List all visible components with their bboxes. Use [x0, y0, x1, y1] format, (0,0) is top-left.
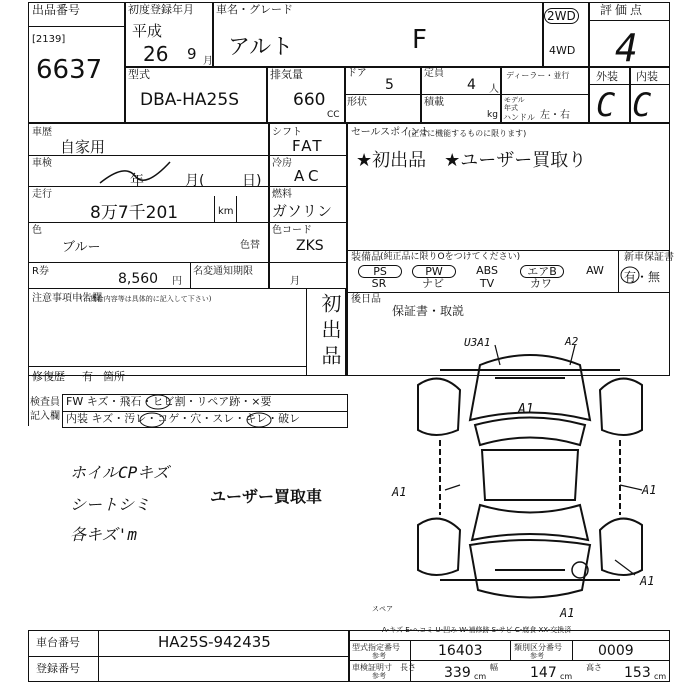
- lot-label: 出品番号: [32, 3, 81, 17]
- divider: [28, 288, 346, 289]
- capacity-label: 定員: [424, 68, 444, 79]
- tax-month: 月: [290, 276, 300, 287]
- inspection-year: 年: [130, 173, 144, 189]
- car-name: アルト: [228, 35, 294, 60]
- fuel: ガソリン: [272, 202, 333, 220]
- note-seat: シートシミ: [70, 495, 151, 514]
- equipment-item: エアB: [520, 265, 564, 278]
- divider: [344, 94, 500, 95]
- width-unit: cm: [560, 672, 573, 681]
- after-value: 保証書・取説: [392, 304, 465, 318]
- width-label: 幅: [490, 663, 498, 672]
- equipment-item: SR: [371, 277, 387, 290]
- displacement-label: 排気量: [270, 68, 303, 81]
- chassis: HA25S-942435: [158, 633, 271, 651]
- rating-value: 4: [615, 26, 638, 70]
- height-unit: cm: [654, 672, 667, 681]
- size-label: 車検証明寸: [352, 663, 392, 672]
- equipment-label: 装備品: [351, 252, 381, 263]
- first-reg-label: 初度登録年月: [128, 3, 194, 16]
- grade: F: [412, 25, 427, 55]
- color-label: 色: [32, 225, 42, 236]
- sales-points: ★初出品 ★ユーザー買取り: [356, 150, 587, 171]
- category-sub: 参考: [530, 652, 544, 660]
- spare-label: スペア: [372, 605, 393, 613]
- divider: [500, 94, 588, 95]
- displacement: 660: [293, 90, 326, 110]
- km-unit: km: [218, 206, 234, 217]
- handle-label: ハンドル: [503, 113, 535, 122]
- mileage-label: 走行: [32, 189, 52, 200]
- divider: [124, 2, 126, 122]
- length: 339: [444, 665, 471, 681]
- exterior-grade: C: [596, 86, 616, 124]
- divider: [348, 630, 350, 682]
- divider: [28, 122, 670, 124]
- type-cert-label: 型式指定番号: [352, 643, 400, 652]
- color-code: ZKS: [296, 238, 324, 254]
- color-sub-label: 色替: [240, 240, 260, 251]
- divider: [268, 122, 270, 288]
- equipment-item: ABS: [476, 264, 498, 277]
- recycle-fee: 8,560: [118, 271, 159, 287]
- interior-grade: C: [632, 86, 652, 124]
- divider: [572, 640, 573, 660]
- length-unit: cm: [474, 672, 487, 681]
- inspection-month: 月(: [185, 173, 205, 189]
- color: ブルー: [62, 240, 101, 255]
- chassis-label: 車台番号: [36, 636, 80, 649]
- sales-sub: (正常に機能するものに限ります): [408, 129, 527, 138]
- inspection-day: 日): [242, 173, 262, 189]
- inspector-row1: FW キズ・飛石・ヒビ割・リペア跡・×要: [66, 395, 272, 408]
- inspection-label: 車検: [32, 158, 52, 169]
- ac-label: 冷房: [272, 158, 292, 169]
- drive-4wd: 4WD: [549, 44, 576, 57]
- divider: [629, 66, 631, 122]
- damage-legend: A-キズ E-ヘコミ U-凹み W-補修跡 S-サビ C-腐食 XX-交換済: [382, 626, 572, 634]
- reg-label: 登録番号: [36, 662, 80, 675]
- tax-label: 名変通知期限: [193, 266, 253, 277]
- first-stamp-text: 初出品: [318, 293, 342, 371]
- rating-label: 評価点: [600, 3, 646, 17]
- divider: [588, 20, 670, 21]
- notes-label: 注意事項申告欄: [32, 293, 102, 304]
- inspector-row2: 内装 キズ・汚レ・コゲ・穴・スレ・キレ・破レ: [66, 412, 301, 425]
- model-code: DBA-HA25S: [140, 90, 239, 110]
- buyback-note: ユーザー買取車: [210, 487, 323, 506]
- mark-a1-bumper: A1: [560, 606, 575, 620]
- size-sub: 参考: [372, 672, 386, 680]
- inspector-label: 検査員 記入欄: [30, 397, 60, 422]
- note-wheel: ホイルCPキズ: [70, 463, 169, 482]
- reg-year: 26: [143, 42, 169, 66]
- mark-a2: A2: [565, 335, 579, 348]
- exterior-label: 外装: [596, 70, 618, 83]
- shape-label: 形状: [347, 97, 367, 108]
- yen-unit: 円: [172, 276, 182, 287]
- category-label: 類別区分番号: [514, 643, 562, 652]
- fuel-label: 燃料: [272, 189, 292, 200]
- recycle-label: R券: [32, 266, 49, 277]
- warranty-value: 有・無: [624, 270, 661, 284]
- lot-small: [2139]: [32, 34, 66, 45]
- repair-place: 箇所: [103, 370, 125, 383]
- name-label: 車名・グレード: [216, 3, 293, 16]
- equipment-item: PS: [358, 265, 402, 278]
- divider: [98, 630, 99, 682]
- divider: [266, 66, 268, 122]
- divider: [28, 222, 346, 223]
- after-label: 後日品: [351, 294, 381, 305]
- divider: [236, 196, 237, 222]
- equipment-item: ナビ: [422, 277, 444, 290]
- history: 自家用: [60, 138, 106, 156]
- divider: [618, 250, 619, 292]
- warranty-circle: [620, 266, 640, 284]
- kg-unit: kg: [487, 110, 498, 120]
- width: 147: [530, 665, 557, 681]
- ac: AC: [294, 167, 323, 185]
- capacity: 4: [467, 77, 476, 93]
- reg-month: 9: [187, 45, 197, 63]
- notes-sub: (不具合内容等は具体的に記入して下さい): [80, 295, 212, 303]
- divider: [348, 660, 670, 661]
- divider: [410, 640, 411, 682]
- divider: [542, 2, 544, 66]
- height: 153: [624, 665, 651, 681]
- model-label: 型式: [128, 68, 150, 81]
- divider: [346, 250, 670, 251]
- color-code-label: 色コード: [272, 225, 312, 236]
- history-label: 車歴: [32, 127, 52, 138]
- mark-a1-right: A1: [642, 483, 657, 497]
- cc-unit: CC: [327, 110, 340, 120]
- divider: [28, 366, 306, 367]
- equipment-item: カワ: [530, 277, 552, 290]
- interior-label: 内装: [636, 70, 658, 83]
- door-label: ドア: [347, 68, 367, 79]
- doors: 5: [385, 77, 394, 93]
- divider: [214, 196, 215, 222]
- divider: [28, 262, 346, 263]
- divider: [510, 640, 511, 660]
- length-label: 長さ: [400, 663, 416, 672]
- category: 0009: [598, 643, 634, 659]
- mark-a1-left: A1: [392, 485, 407, 499]
- inspector-circles: [62, 392, 362, 432]
- load-label: 積載: [424, 97, 444, 108]
- shift: FAT: [292, 137, 324, 155]
- note-scratches: 各キズ'm: [70, 525, 137, 544]
- equipment-sub: (純正品に限りΟをつけてください): [380, 252, 521, 262]
- repair-value: 有: [82, 370, 93, 383]
- shift-label: シフト: [272, 127, 302, 138]
- sales-label: セールスポイント: [351, 127, 431, 138]
- car-damage-diagram: [400, 330, 660, 620]
- divider: [28, 376, 29, 426]
- equipment-item: AW: [586, 264, 604, 277]
- era: 平成: [132, 22, 163, 40]
- month-unit: 月: [203, 56, 213, 67]
- lot-number: 6637: [36, 55, 103, 85]
- divider: [28, 26, 124, 27]
- model-year-label: モデル年式: [504, 96, 525, 112]
- handle-value: 左・右: [540, 110, 570, 121]
- height-label: 高さ: [586, 663, 602, 672]
- type-cert-sub: 参考: [372, 652, 386, 660]
- divider: [190, 262, 191, 288]
- divider: [588, 84, 670, 85]
- mileage: 8万7千201: [90, 203, 179, 223]
- mark-a1-roof: A1: [518, 402, 534, 417]
- warranty-label: 新車保証書: [624, 252, 674, 263]
- divider: [28, 656, 348, 657]
- dealer-label: ディーラー・並行: [506, 71, 570, 80]
- type-cert: 16403: [438, 643, 483, 659]
- divider: [348, 640, 670, 641]
- divider: [346, 122, 348, 376]
- mark-u3a1: U3A1: [464, 336, 491, 349]
- mark-a1-rear: A1: [640, 574, 655, 588]
- repair-label: 修復歴: [32, 370, 65, 383]
- divider: [346, 292, 670, 293]
- equipment-item: PW: [412, 265, 456, 278]
- equipment-item: TV: [479, 277, 495, 290]
- drive-2wd: 2WD: [544, 8, 579, 24]
- person-unit: 人: [489, 84, 499, 95]
